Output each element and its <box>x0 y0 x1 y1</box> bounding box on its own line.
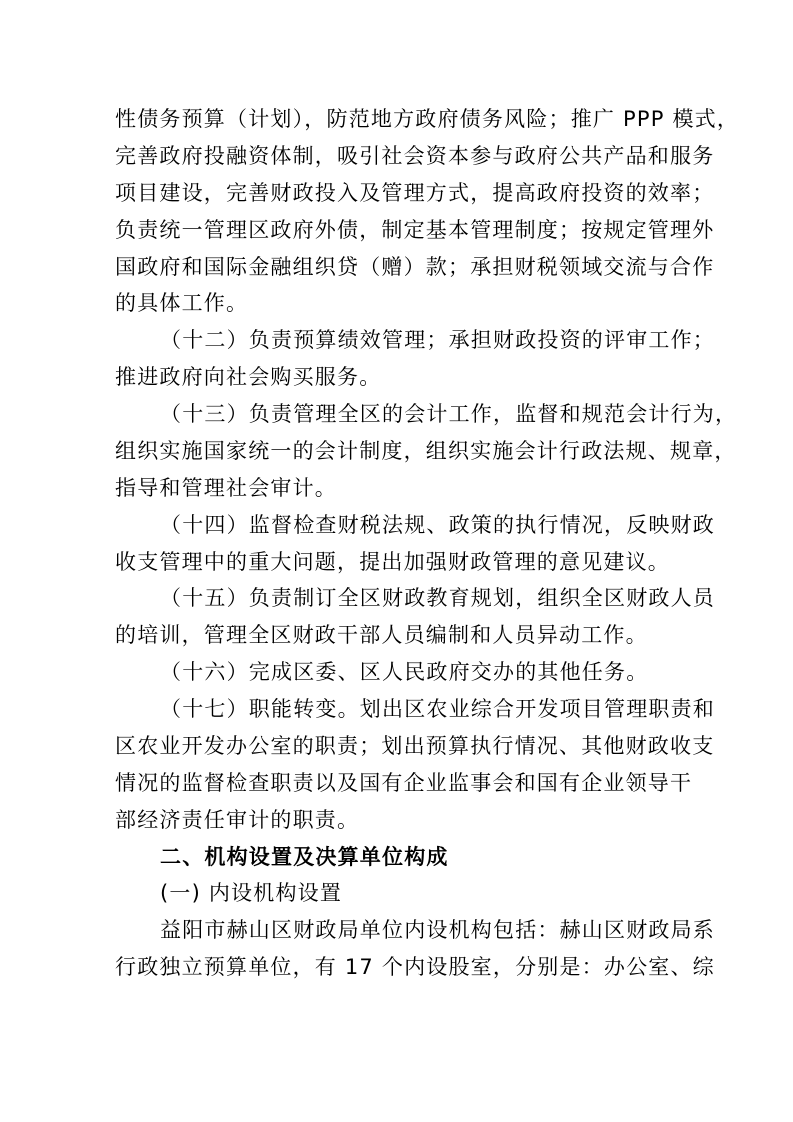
paragraph-line: 收支管理中的重大问题，提出加强财政管理的意见建议。 <box>115 550 670 574</box>
paragraph-line: （十五）负责制订全区财政教育规划，组织全区财政人员 <box>160 586 715 610</box>
paragraph-line: 国政府和国际金融组织贷（赠）款；承担财税领域交流与合作 <box>115 255 715 279</box>
paragraph-line: 情况的监督检查职责以及国有企业监事会和国有企业领导干 <box>115 771 693 795</box>
section-heading: 二、机构设置及决算单位构成 <box>160 845 449 869</box>
paragraph-line: 性债务预算（计划），防范地方政府债务风险；推广 PPP 模式， <box>115 107 740 131</box>
paragraph-line: 的具体工作。 <box>115 291 249 315</box>
paragraph-line: 行政独立预算单位，有 17 个内设股室，分别是：办公室、综 <box>115 955 715 979</box>
paragraph-line: （十六）完成区委、区人民政府交办的其他任务。 <box>160 660 649 684</box>
paragraph-line: 区农业开发办公室的职责；划出预算执行情况、其他财政收支 <box>115 734 715 758</box>
paragraph-line: （十三）负责管理全区的会计工作，监督和规范会计行为， <box>160 402 738 426</box>
paragraph-line: （十七）职能转变。划出区农业综合开发项目管理职责和 <box>160 697 715 721</box>
paragraph-line: 完善政府投融资体制，吸引社会资本参与政府公共产品和服务 <box>115 144 715 168</box>
paragraph-line: 部经济责任审计的职责。 <box>115 808 360 832</box>
paragraph-line: 的培训，管理全区财政干部人员编制和人员异动工作。 <box>115 623 648 647</box>
subsection-heading: (一) 内设机构设置 <box>160 881 343 905</box>
paragraph-line: 指导和管理社会审计。 <box>115 476 337 500</box>
paragraph-line: 项目建设，完善财政投入及管理方式，提高政府投资的效率； <box>115 181 715 205</box>
paragraph-line: 益阳市赫山区财政局单位内设机构包括：赫山区财政局系 <box>160 918 715 942</box>
paragraph-line: 负责统一管理区政府外债，制定基本管理制度；按规定管理外 <box>115 218 715 242</box>
paragraph-line: 组织实施国家统一的会计制度，组织实施会计行政法规、规章， <box>115 439 737 463</box>
paragraph-line: 推进政府向社会购买服务。 <box>115 365 382 389</box>
paragraph-line: （十四）监督检查财税法规、政策的执行情况，反映财政 <box>160 513 715 537</box>
paragraph-line: （十二）负责预算绩效管理；承担财政投资的评审工作； <box>160 328 715 352</box>
